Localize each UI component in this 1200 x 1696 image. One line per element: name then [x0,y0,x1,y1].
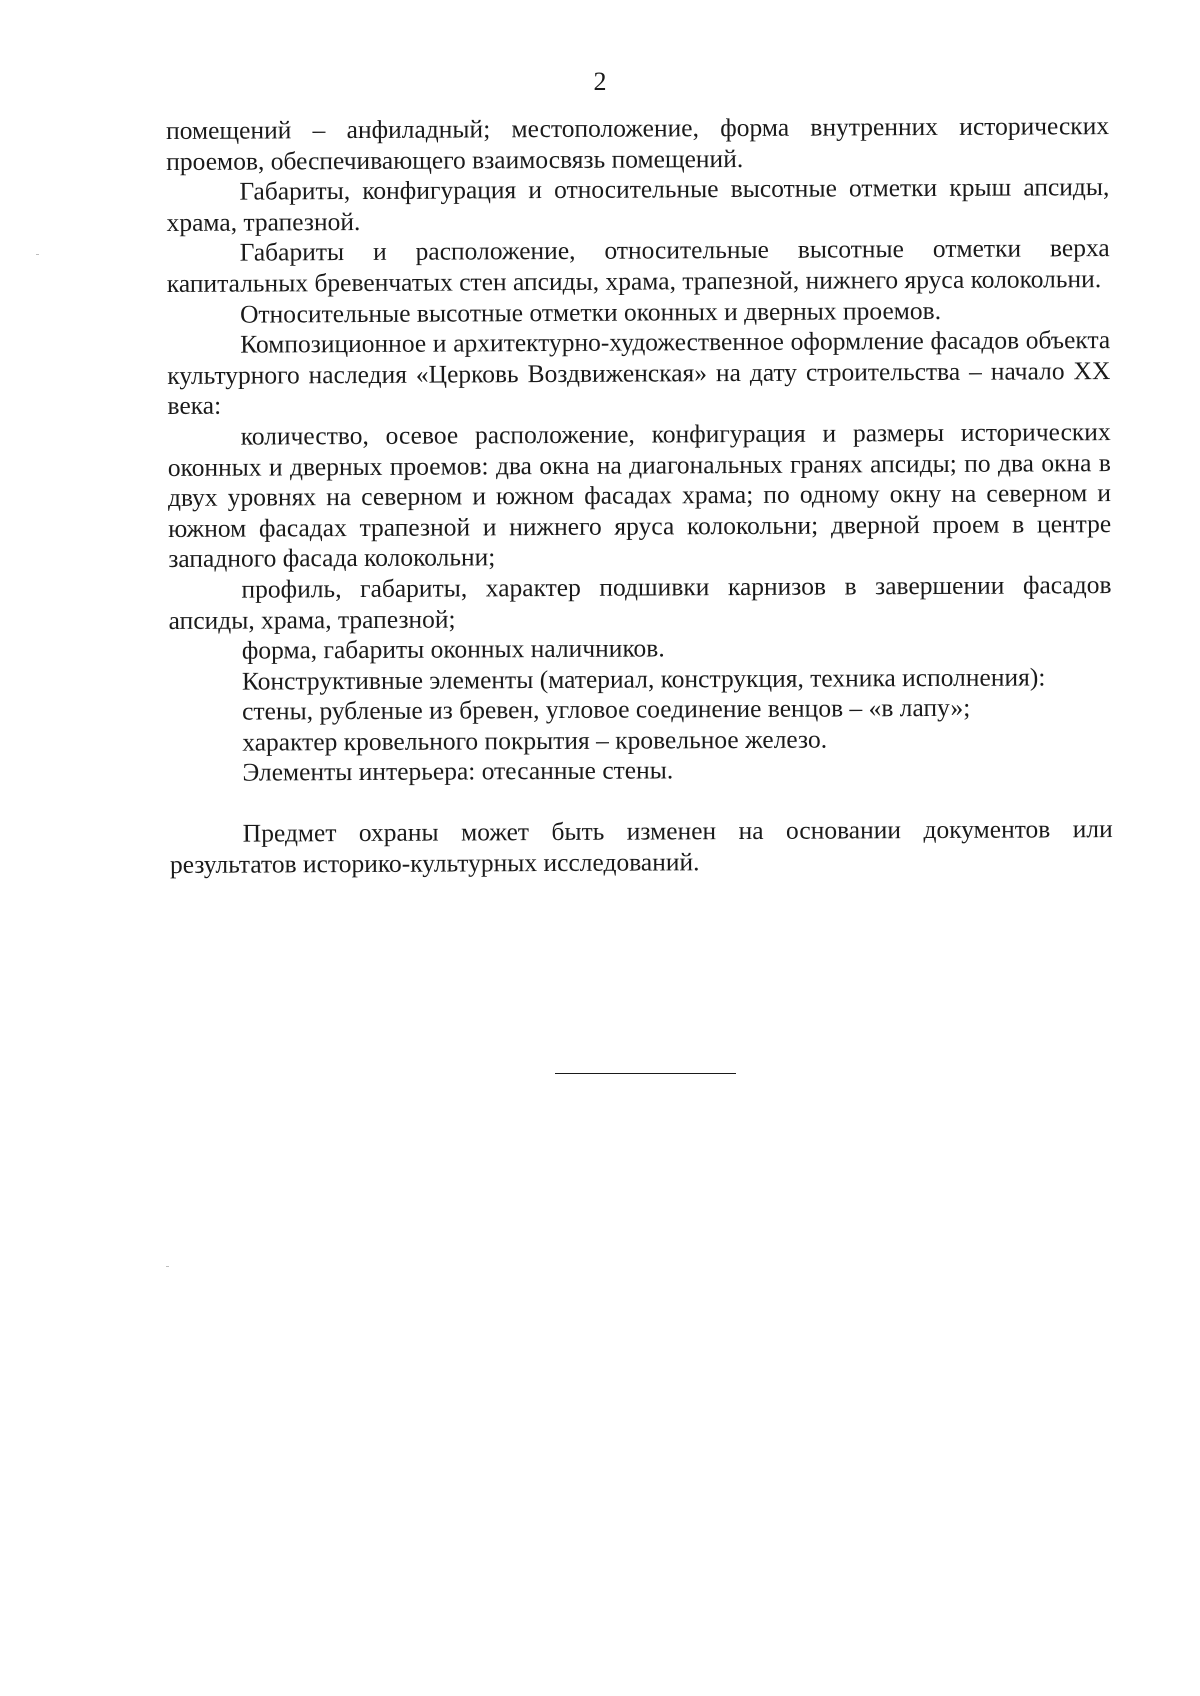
end-of-text-rule [555,1073,736,1074]
paragraph: Элементы интерьера: отесанные стены. [242,755,674,788]
page-number: 2 [593,67,607,96]
paragraph: помещений – анфиладный; местоположение, форма внутренних исторических проемов, обеспечивающего взаимосвязь помещений. [166,111,1110,176]
scan-speck [166,1266,169,1267]
paragraph: характер кровельного покрытия – кровельное железо. [242,724,828,757]
paragraph: форма, габариты оконных наличников. [241,633,665,665]
paragraph: Габариты, конфигурация и относительные высотные отметки крыш апсиды, храма, трапезной. [166,172,1110,237]
paragraph: количество, осевое расположение, конфигурация и размеры исторических оконных и дверных проемов: два окна на диагональных гранях апсиды; по два окна в двух уровнях на северном и южном фасадах храма; по одному окну на северном и южном фасадах трапезной и нижнего яруса колокольни; дверной проем в центре западного фасада колокольни; [167,416,1112,574]
paragraph: Относительные высотные отметки оконных и дверных проемов. [239,295,942,329]
paragraph: профиль, габариты, характер подшивки карнизов в завершении фасадов апсиды, храма, трапезной; [168,569,1112,635]
closing-note: Предмет охраны может быть изменен на основании документов или результатов историко-культурных исследований. [169,814,1113,879]
paragraph: Габариты и расположение, относительные высотные отметки верха капитальных бревенчатых стен апсиды, храма, трапезной, нижнего яруса колокольни. [166,233,1110,298]
paragraph: стены, рубленые из бревен, угловое соединение венцов – «в лапу»; [242,693,971,726]
paragraph: Композиционное и архитектурно-художественное оформление фасадов объекта культурного наследия «Церковь Воздвиженская» на дату строительства – начало XX века: [167,325,1111,421]
paragraph: Конструктивные элементы (материал, конструкция, техника исполнения): [241,662,1046,696]
document-body [166,111,1113,880]
scan-speck [36,254,39,255]
